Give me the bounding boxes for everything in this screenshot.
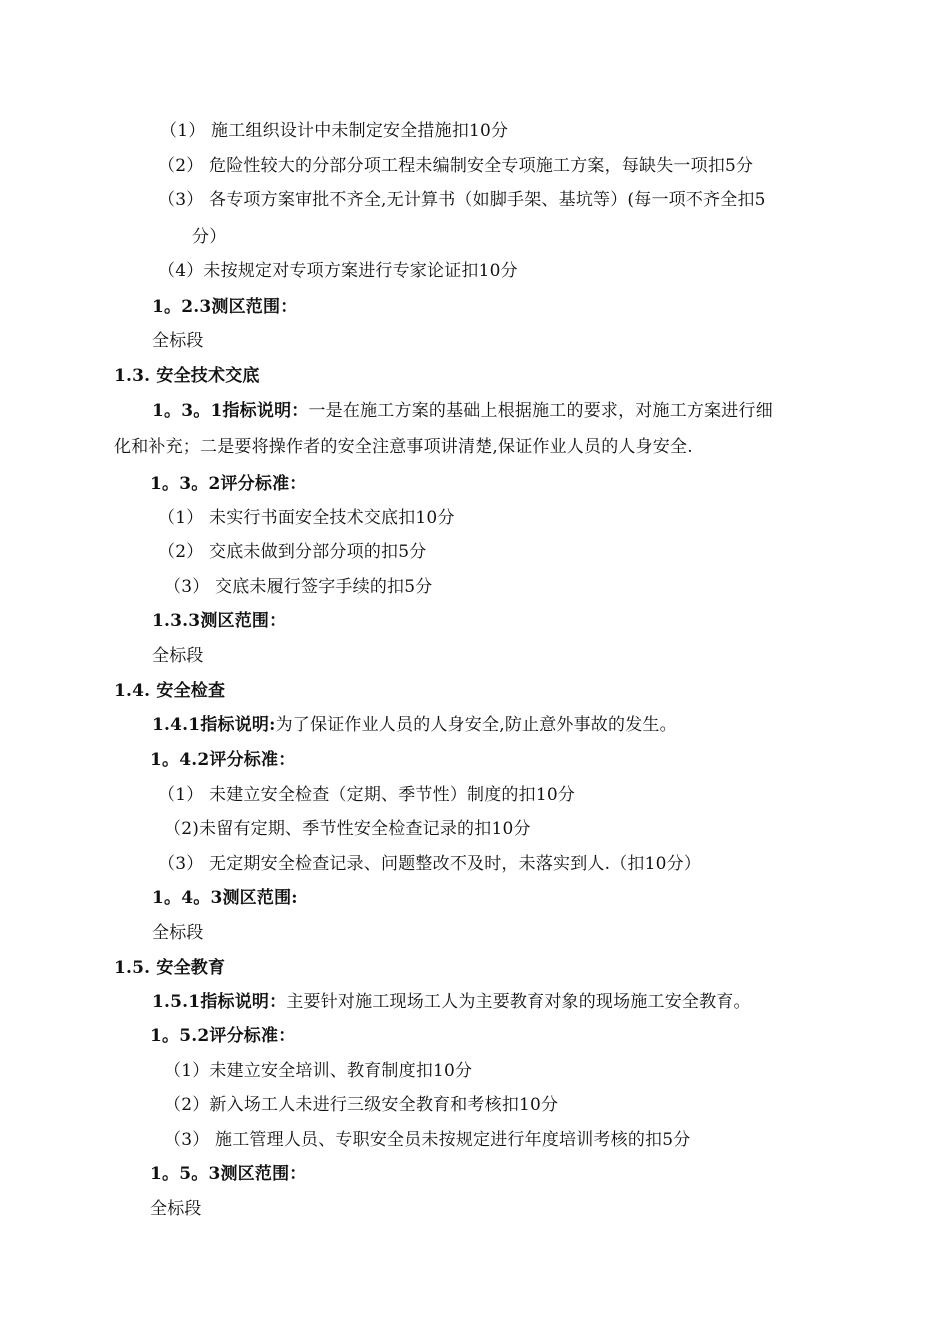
section-heading: 1.3. 安全技术交底 bbox=[114, 366, 260, 386]
indicator-label: 1.5.1指标说明： bbox=[152, 992, 287, 1012]
scope-text: 全标段 bbox=[152, 331, 204, 351]
subsection-heading: 1.3.3测区范围： bbox=[152, 611, 287, 631]
scope-text: 全标段 bbox=[150, 1199, 202, 1219]
indicator-label: 1.4.1指标说明: bbox=[152, 715, 276, 735]
indicator-text-continued: 化和补充；二是要将操作者的安全注意事项讲清楚,保证作业人员的人身安全. bbox=[114, 437, 693, 457]
subsection-heading: 1。5。3测区范围： bbox=[150, 1164, 307, 1184]
indicator-text: 为了保证作业人员的人身安全,防止意外事故的发生。 bbox=[275, 715, 677, 735]
score-item: （1） 未实行书面安全技术交底扣10分 bbox=[158, 508, 455, 528]
indicator-line bbox=[152, 400, 773, 422]
indicator-text: 主要针对施工现场工人为主要教育对象的现场施工安全教育。 bbox=[286, 992, 751, 1012]
indicator-line bbox=[152, 714, 677, 736]
score-item: （2） 危险性较大的分部分项工程未编制安全专项施工方案，每缺失一项扣5分 bbox=[158, 156, 754, 176]
score-item: （2） 交底未做到分部分项的扣5分 bbox=[158, 542, 427, 562]
subsection-heading: 1。4.2评分标准： bbox=[150, 750, 296, 770]
subsection-heading: 1。5.2评分标准： bbox=[150, 1026, 296, 1046]
section-heading: 1.5. 安全教育 bbox=[114, 958, 226, 978]
scope-text: 全标段 bbox=[152, 923, 204, 943]
subsection-heading: 1。4。3测区范围: bbox=[152, 888, 298, 908]
subsection-heading: 1。3。2评分标准： bbox=[150, 474, 307, 494]
score-item: （3） 无定期安全检查记录、问题整改不及时，未落实到人.（扣10分） bbox=[158, 854, 702, 874]
score-item-continued: 分） bbox=[192, 227, 227, 247]
scope-text: 全标段 bbox=[152, 646, 204, 666]
score-item: （2）新入场工人未进行三级安全教育和考核扣10分 bbox=[164, 1095, 559, 1115]
score-item: （3） 各专项方案审批不齐全,无计算书（如脚手架、基坑等）(每一项不齐全扣5 bbox=[158, 190, 766, 210]
indicator-line bbox=[152, 991, 751, 1013]
score-item: （1） 施工组织设计中未制定安全措施扣10分 bbox=[160, 121, 509, 141]
score-item: （2)未留有定期、季节性安全检查记录的扣10分 bbox=[164, 819, 531, 839]
indicator-text: 一是在施工方案的基础上根据施工的要求，对施工方案进行细 bbox=[308, 401, 773, 421]
section-heading: 1.4. 安全检查 bbox=[114, 681, 226, 701]
score-item: （1）未建立安全培训、教育制度扣10分 bbox=[164, 1061, 473, 1081]
subsection-heading: 1。2.3测区范围： bbox=[152, 297, 298, 317]
indicator-label: 1。3。1指标说明： bbox=[152, 401, 309, 421]
score-item: （3） 施工管理人员、专职安全员未按规定进行年度培训考核的扣5分 bbox=[164, 1130, 691, 1150]
score-item: （3） 交底未履行签字手续的扣5分 bbox=[164, 577, 433, 597]
score-item: （4）未按规定对专项方案进行专家论证扣10分 bbox=[158, 261, 518, 281]
score-item: （1） 未建立安全检查（定期、季节性）制度的扣10分 bbox=[158, 785, 576, 805]
